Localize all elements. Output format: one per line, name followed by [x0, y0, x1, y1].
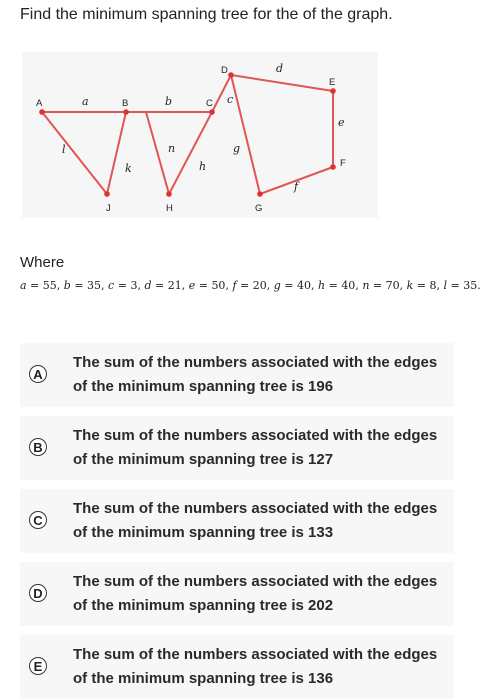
answer-option-d[interactable]: [20, 562, 454, 626]
edge-label-d: d: [276, 62, 284, 75]
edge-values: a = 55, b = 35, c = 3, d = 21, e = 50, f = 20, g = 40, h = 40, n = 70, k = 8, l = 35.: [20, 279, 481, 292]
edge-k: [107, 112, 126, 194]
vertex-label: B: [122, 98, 129, 109]
node-A: [39, 109, 45, 115]
edge-label-a: a: [82, 95, 89, 108]
vertex-label: J: [106, 203, 111, 214]
edge-d: [231, 75, 336, 91]
node-C: [209, 109, 215, 115]
graph-figure: [22, 52, 378, 218]
edge-label-h: h: [199, 160, 207, 173]
option-letter-circle[interactable]: C: [29, 511, 47, 529]
vertex-label: E: [329, 77, 336, 88]
edge-label-e: e: [338, 116, 345, 129]
question-text: Find the minimum spanning tree for the of the graph.: [20, 6, 393, 23]
edge-l: [42, 112, 107, 194]
where-label: Where: [20, 254, 65, 271]
option-letter-circle[interactable]: A: [29, 365, 47, 383]
edge-label-c: c: [227, 93, 234, 106]
edge-label-b: b: [165, 95, 173, 108]
edge-label-k: k: [125, 162, 132, 175]
option-letter-circle[interactable]: E: [29, 657, 47, 675]
option-letter-circle[interactable]: D: [29, 584, 47, 602]
node-E: [330, 88, 336, 94]
edge-label-g: g: [233, 142, 241, 155]
answer-option-c[interactable]: [20, 489, 454, 553]
edge-label-f: f: [294, 180, 299, 193]
node-B: [123, 109, 129, 115]
option-text: The sum of the numbers associated with the edges of the minimum spanning tree is 196: [73, 354, 438, 395]
option-letter-circle[interactable]: B: [29, 438, 47, 456]
node-F: [330, 164, 336, 170]
node-G: [257, 191, 263, 197]
option-text: The sum of the numbers associated with the edges of the minimum spanning tree is 202: [73, 573, 438, 614]
answer-option-e[interactable]: [20, 635, 454, 699]
node-D: [228, 72, 234, 78]
vertex-label: D: [221, 65, 228, 76]
answer-option-a[interactable]: [20, 343, 454, 407]
option-text: The sum of the numbers associated with the edges of the minimum spanning tree is 133: [73, 500, 438, 541]
edge-n: [146, 112, 169, 194]
edge-h: [169, 112, 212, 194]
graph-nodes: [39, 72, 336, 197]
vertex-label: G: [255, 203, 263, 214]
edge-label-l: l: [62, 143, 66, 156]
vertex-label: F: [340, 158, 346, 169]
node-J: [104, 191, 110, 197]
graph-edges: [42, 75, 336, 194]
vertex-label: C: [206, 98, 213, 109]
vertex-label: A: [36, 98, 43, 109]
option-text: The sum of the numbers associated with the edges of the minimum spanning tree is 136: [73, 646, 438, 687]
option-text: The sum of the numbers associated with the edges of the minimum spanning tree is 127: [73, 427, 438, 468]
edge-label-n: n: [168, 142, 176, 155]
graph-svg: [22, 52, 378, 218]
vertex-label: H: [166, 203, 173, 214]
answer-option-b[interactable]: [20, 416, 454, 480]
node-H: [166, 191, 172, 197]
edge-g: [231, 75, 260, 194]
